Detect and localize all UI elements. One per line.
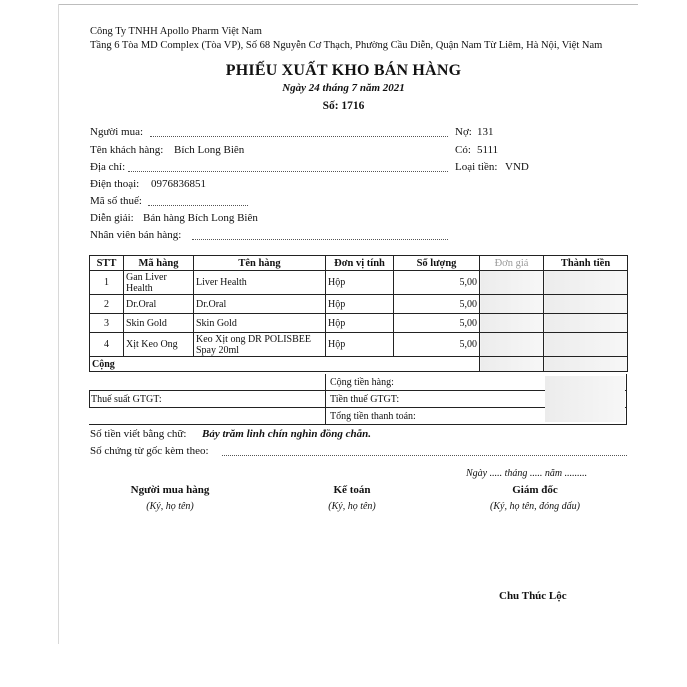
header-item-name: Tên hàng xyxy=(194,256,326,271)
attached-docs-label: Số chứng từ gốc kèm theo: xyxy=(90,445,209,457)
row-price-redacted xyxy=(480,271,544,295)
row-qty: 5,00 xyxy=(394,295,480,314)
table-header-row xyxy=(90,256,628,271)
document-number: Số: 1716 xyxy=(322,100,365,112)
amount-in-words-value: Bảy trăm linh chín nghìn đồng chẵn. xyxy=(202,428,372,440)
table-total-row xyxy=(90,357,628,372)
description-label: Diễn giải: xyxy=(90,212,134,224)
customer-value: Bích Long Biên xyxy=(174,144,245,156)
phone-value: 0976836851 xyxy=(151,178,206,190)
vat-amount-label: Tiền thuế GTGT: xyxy=(330,394,400,405)
credit-label: Có: xyxy=(455,144,471,156)
vat-rate-label: Thuế suất GTGT: xyxy=(91,394,162,405)
header-stt: STT xyxy=(90,256,124,271)
table-row xyxy=(90,271,628,295)
row-name: Keo Xịt ong DR POLISBEE Spay 20ml xyxy=(194,333,326,357)
sign-date: Ngày ..... tháng ..... năm ......... xyxy=(466,468,588,479)
signature-note-buyer: (Ký, họ tên) xyxy=(146,501,194,512)
company-address: Tầng 6 Tòa MD Complex (Tòa VP), Số 68 Nguyễn Cơ Thạch, Phường Cầu Diễn, Quận Nam Từ Liêm, Hà Nội, Việt Nam xyxy=(90,40,603,51)
row-code: Xịt Keo Ong xyxy=(124,333,194,357)
signature-title-director: Giám đốc xyxy=(512,484,558,496)
row-name: Skin Gold xyxy=(194,314,326,333)
total-row-label: Cộng xyxy=(90,357,480,372)
row-unit: Hộp xyxy=(326,295,394,314)
row-code: Skin Gold xyxy=(124,314,194,333)
table-row xyxy=(90,295,628,314)
address-label: Địa chỉ: xyxy=(90,161,126,173)
row-amount-redacted xyxy=(544,314,628,333)
row-qty: 5,00 xyxy=(394,333,480,357)
tax-code-label: Mã số thuế: xyxy=(90,195,142,207)
grand-total-label: Tổng tiền thanh toán: xyxy=(330,411,416,422)
row-stt: 4 xyxy=(90,333,124,357)
row-amount-redacted xyxy=(544,333,628,357)
table-row xyxy=(90,314,628,333)
row-name: Dr.Oral xyxy=(194,295,326,314)
page-border-top xyxy=(58,4,638,5)
items-table xyxy=(89,255,628,372)
director-name: Chu Thúc Lộc xyxy=(499,590,567,602)
signature-title-buyer: Người mua hàng xyxy=(130,484,210,496)
signature-title-accountant: Kế toán xyxy=(333,484,371,496)
row-price-redacted xyxy=(480,314,544,333)
row-price-redacted xyxy=(480,333,544,357)
buyer-label: Người mua: xyxy=(90,126,144,138)
header-item-code: Mã hàng xyxy=(124,256,194,271)
header-amount: Thành tiền xyxy=(544,256,628,271)
debit-value: 131 xyxy=(477,126,494,138)
summary-left-edge xyxy=(89,390,90,407)
summary-values-redacted xyxy=(545,376,625,422)
row-price-redacted xyxy=(480,295,544,314)
signature-note-director: (Ký, họ tên, đóng dấu) xyxy=(490,501,580,512)
phone-label: Điện thoại: xyxy=(90,178,140,190)
row-code: Gan Liver Health xyxy=(124,271,194,295)
summary-right-edge xyxy=(626,374,627,424)
amount-in-words-label: Số tiền viết bằng chữ: xyxy=(90,428,187,440)
document-title: PHIẾU XUẤT KHO BÁN HÀNG xyxy=(225,62,462,79)
subtotal-label: Cộng tiền hàng: xyxy=(330,377,394,388)
row-unit: Hộp xyxy=(326,314,394,333)
company-name: Công Ty TNHH Apollo Pharm Việt Nam xyxy=(90,26,262,37)
sales-staff-dotline xyxy=(192,239,448,240)
row-amount-redacted xyxy=(544,271,628,295)
row-stt: 1 xyxy=(90,271,124,295)
customer-label: Tên khách hàng: xyxy=(90,144,164,156)
row-amount-redacted xyxy=(544,295,628,314)
header-unit-price: Đơn giá xyxy=(480,256,544,271)
credit-value: 5111 xyxy=(477,144,499,156)
buyer-dotline xyxy=(150,136,448,137)
total-price-redacted xyxy=(480,357,544,372)
row-name: Liver Health xyxy=(194,271,326,295)
tax-code-dotline xyxy=(148,205,248,206)
row-unit: Hộp xyxy=(326,271,394,295)
total-amount-redacted xyxy=(544,357,628,372)
row-qty: 5,00 xyxy=(394,271,480,295)
debit-label: Nợ: xyxy=(455,126,472,138)
attached-docs-dotline xyxy=(222,455,627,456)
document-date: Ngày 24 tháng 7 năm 2021 xyxy=(282,82,405,94)
row-stt: 2 xyxy=(90,295,124,314)
currency-label: Loại tiền: xyxy=(455,161,498,173)
header-quantity: Số lượng xyxy=(394,256,480,271)
row-unit: Hộp xyxy=(326,333,394,357)
table-row xyxy=(90,333,628,357)
currency-value: VND xyxy=(505,161,529,173)
summary-line-3 xyxy=(89,424,627,425)
description-value: Bán hàng Bích Long Biên xyxy=(143,212,258,224)
row-stt: 3 xyxy=(90,314,124,333)
row-code: Dr.Oral xyxy=(124,295,194,314)
signature-note-accountant: (Ký, họ tên) xyxy=(328,501,376,512)
header-unit: Đơn vị tính xyxy=(326,256,394,271)
address-dotline xyxy=(128,171,448,172)
sales-staff-label: Nhân viên bán hàng: xyxy=(90,229,182,241)
row-qty: 5,00 xyxy=(394,314,480,333)
summary-divider xyxy=(325,374,326,424)
